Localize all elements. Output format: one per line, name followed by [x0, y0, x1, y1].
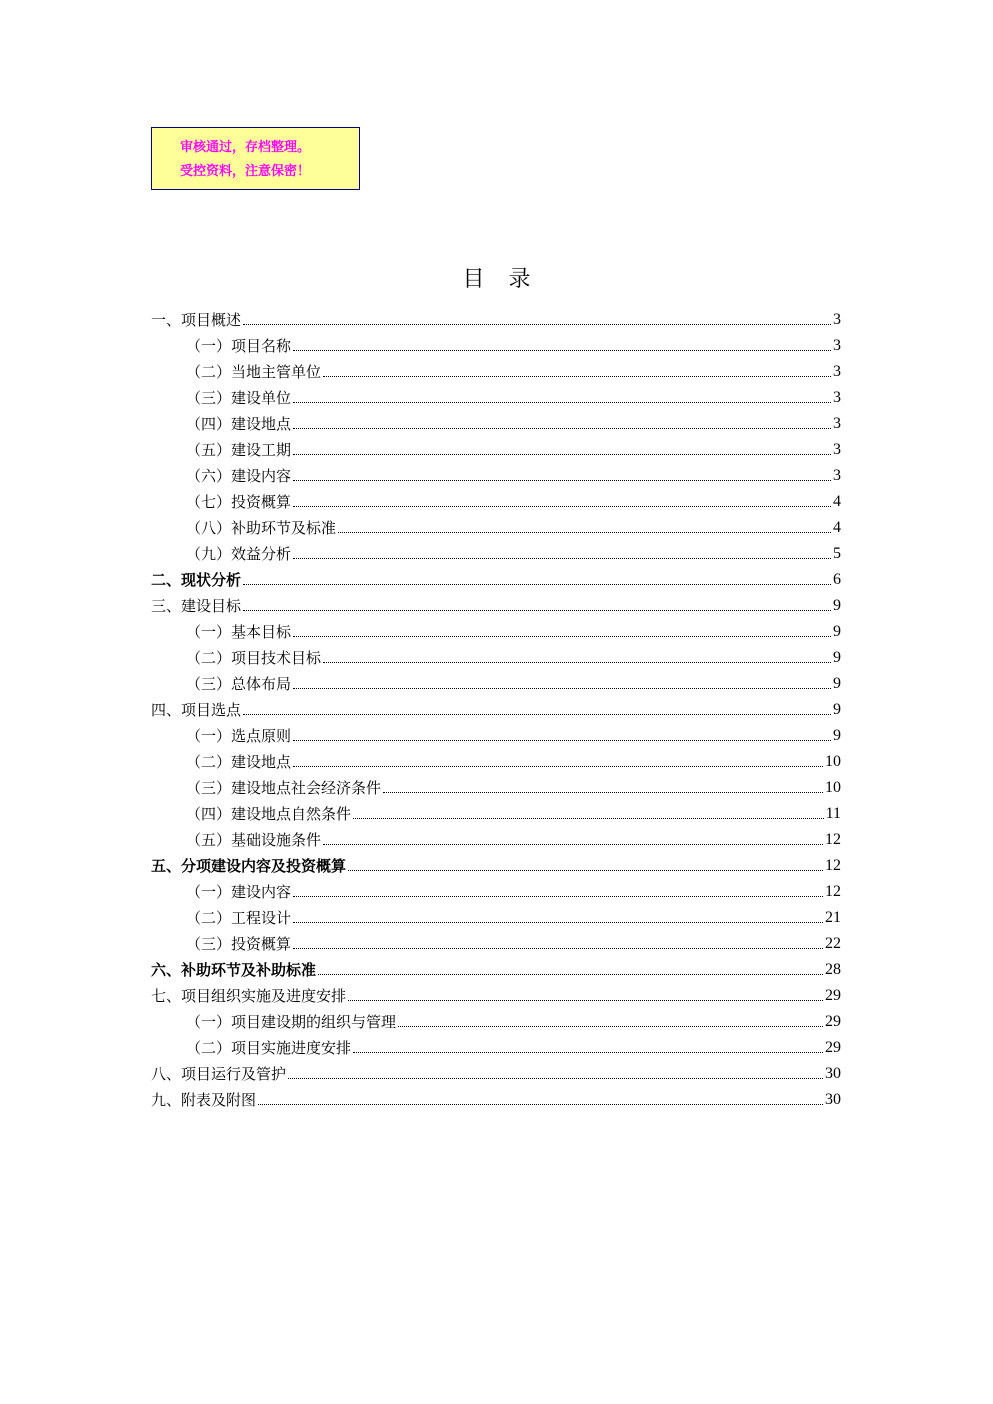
toc-dot-leader: [323, 843, 823, 845]
toc-dot-leader: [293, 921, 823, 923]
toc-page-number: 4: [833, 519, 841, 536]
toc-dot-leader: [353, 1051, 823, 1053]
toc-entry-title: （九）效益分析: [186, 545, 292, 563]
toc-page-number: 12: [825, 831, 841, 848]
toc-page-number: 3: [833, 467, 841, 484]
toc-entry-title: 二、现状分析: [151, 571, 242, 589]
toc-section-entry[interactable]: [151, 512, 841, 538]
toc-chapter-entry[interactable]: [151, 954, 841, 980]
toc-entry-title: 四、项目选点: [151, 701, 242, 719]
toc-dot-leader: [318, 973, 823, 975]
toc-entry-title: （四）建设地点自然条件: [186, 805, 352, 823]
toc-entry-title: 一、项目概述: [151, 311, 242, 329]
toc-section-entry[interactable]: [151, 876, 841, 902]
toc-chapter-entry[interactable]: [151, 980, 841, 1006]
toc-entry-title: 五、分项建设内容及投资概算: [151, 857, 347, 875]
toc-page-number: 9: [833, 623, 841, 640]
toc-dot-leader: [293, 427, 831, 429]
toc-entry-title: （五）建设工期: [186, 441, 292, 459]
toc-dot-leader: [293, 765, 823, 767]
toc-dot-leader: [293, 947, 823, 949]
toc-page-number: 29: [825, 987, 841, 1004]
toc-section-entry[interactable]: [151, 1032, 841, 1058]
toc-page-number: 9: [833, 727, 841, 744]
toc-section-entry[interactable]: [151, 408, 841, 434]
toc-entry-title: （七）投资概算: [186, 493, 292, 511]
toc-page-number: 9: [833, 597, 841, 614]
toc-entry-title: （三）建设单位: [186, 389, 292, 407]
toc-page-number: 10: [825, 779, 841, 796]
toc-dot-leader: [293, 687, 831, 689]
toc-entry-title: （五）基础设施条件: [186, 831, 322, 849]
toc-entry-title: 八、项目运行及管护: [151, 1065, 287, 1083]
toc-section-entry[interactable]: [151, 772, 841, 798]
toc-entry-title: 六、补助环节及补助标准: [151, 961, 317, 979]
toc-section-entry[interactable]: [151, 798, 841, 824]
toc-page-number: 4: [833, 493, 841, 510]
toc-page-number: 12: [825, 883, 841, 900]
toc-page-number: 28: [825, 961, 841, 978]
stamp-line-approved: 审核通过，存档整理。: [180, 140, 311, 155]
toc-chapter-entry[interactable]: [151, 590, 841, 616]
toc-section-entry[interactable]: [151, 330, 841, 356]
toc-section-entry[interactable]: [151, 642, 841, 668]
toc-chapter-entry[interactable]: [151, 304, 841, 330]
toc-dot-leader: [243, 609, 831, 611]
toc-section-entry[interactable]: [151, 382, 841, 408]
toc-entry-title: （四）建设地点: [186, 415, 292, 433]
toc-dot-leader: [293, 401, 831, 403]
toc-section-entry[interactable]: [151, 460, 841, 486]
toc-section-entry[interactable]: [151, 486, 841, 512]
toc-entry-title: （二）工程设计: [186, 909, 292, 927]
toc-page-number: 6: [833, 571, 841, 588]
toc-dot-leader: [293, 453, 831, 455]
toc-dot-leader: [348, 999, 823, 1001]
toc-page-number: 21: [825, 909, 841, 926]
toc-dot-leader: [243, 713, 831, 715]
toc-entry-title: （二）当地主管单位: [186, 363, 322, 381]
toc-section-entry[interactable]: [151, 668, 841, 694]
toc-page-number: 29: [825, 1013, 841, 1030]
toc-dot-leader: [293, 505, 831, 507]
toc-entry-title: （三）建设地点社会经济条件: [186, 779, 382, 797]
toc-dot-leader: [348, 869, 823, 871]
toc-dot-leader: [353, 817, 824, 819]
toc-section-entry[interactable]: [151, 824, 841, 850]
toc-dot-leader: [338, 531, 831, 533]
toc-page-number: 3: [833, 311, 841, 328]
toc-page-number: 12: [825, 857, 841, 874]
toc-dot-leader: [323, 375, 831, 377]
toc-dot-leader: [293, 739, 831, 741]
toc-entry-title: （二）建设地点: [186, 753, 292, 771]
toc-chapter-entry[interactable]: [151, 1084, 841, 1110]
toc-page-number: 3: [833, 363, 841, 380]
toc-section-entry[interactable]: [151, 356, 841, 382]
toc-entry-title: （八）补助环节及标准: [186, 519, 337, 537]
toc-section-entry[interactable]: [151, 616, 841, 642]
toc-section-entry[interactable]: [151, 1006, 841, 1032]
toc-section-entry[interactable]: [151, 746, 841, 772]
toc-page-number: 3: [833, 415, 841, 432]
toc-chapter-entry[interactable]: [151, 564, 841, 590]
toc-page-number: 30: [825, 1091, 841, 1108]
toc-dot-leader: [293, 479, 831, 481]
toc-section-entry[interactable]: [151, 902, 841, 928]
toc-dot-leader: [293, 895, 823, 897]
toc-dot-leader: [398, 1025, 823, 1027]
toc-chapter-entry[interactable]: [151, 1058, 841, 1084]
toc-page-number: 5: [833, 545, 841, 562]
toc-section-entry[interactable]: [151, 434, 841, 460]
toc-page-number: 3: [833, 337, 841, 354]
stamp-line-confidential: 受控资料，注意保密！: [180, 164, 311, 179]
toc-entry-title: 九、附表及附图: [151, 1091, 257, 1109]
toc-chapter-entry[interactable]: [151, 850, 841, 876]
toc-entry-title: （六）建设内容: [186, 467, 292, 485]
toc-entry-title: 七、项目组织实施及进度安排: [151, 987, 347, 1005]
toc-entry-title: （二）项目实施进度安排: [186, 1039, 352, 1057]
toc-entry-title: （一）项目建设期的组织与管理: [186, 1013, 397, 1031]
toc-entry-title: （三）总体布局: [186, 675, 292, 693]
toc-section-entry[interactable]: [151, 928, 841, 954]
toc-page-number: 9: [833, 701, 841, 718]
toc-entry-title: （一）项目名称: [186, 337, 292, 355]
toc-title: 目录: [462, 267, 555, 292]
toc-page-number: 30: [825, 1065, 841, 1082]
table-of-contents: [151, 304, 841, 1110]
toc-page-number: 11: [825, 805, 841, 822]
toc-page-number: 9: [833, 649, 841, 666]
toc-dot-leader: [288, 1077, 823, 1079]
toc-page-number: 22: [825, 935, 841, 952]
toc-dot-leader: [323, 661, 831, 663]
toc-entry-title: （三）投资概算: [186, 935, 292, 953]
toc-entry-title: （一）建设内容: [186, 883, 292, 901]
toc-entry-title: （一）基本目标: [186, 623, 292, 641]
toc-page-number: 29: [825, 1039, 841, 1056]
toc-section-entry[interactable]: [151, 538, 841, 564]
toc-chapter-entry[interactable]: [151, 694, 841, 720]
toc-entry-title: （二）项目技术目标: [186, 649, 322, 667]
toc-entry-title: （一）选点原则: [186, 727, 292, 745]
toc-dot-leader: [258, 1103, 823, 1105]
toc-section-entry[interactable]: [151, 720, 841, 746]
toc-dot-leader: [293, 349, 831, 351]
toc-page-number: 3: [833, 389, 841, 406]
toc-dot-leader: [243, 323, 831, 325]
toc-page-number: 9: [833, 675, 841, 692]
approval-stamp: [151, 127, 360, 190]
toc-page-number: 3: [833, 441, 841, 458]
toc-page-number: 10: [825, 753, 841, 770]
toc-dot-leader: [293, 557, 831, 559]
toc-entry-title: 三、建设目标: [151, 597, 242, 615]
toc-dot-leader: [383, 791, 823, 793]
toc-dot-leader: [243, 583, 831, 585]
toc-dot-leader: [293, 635, 831, 637]
